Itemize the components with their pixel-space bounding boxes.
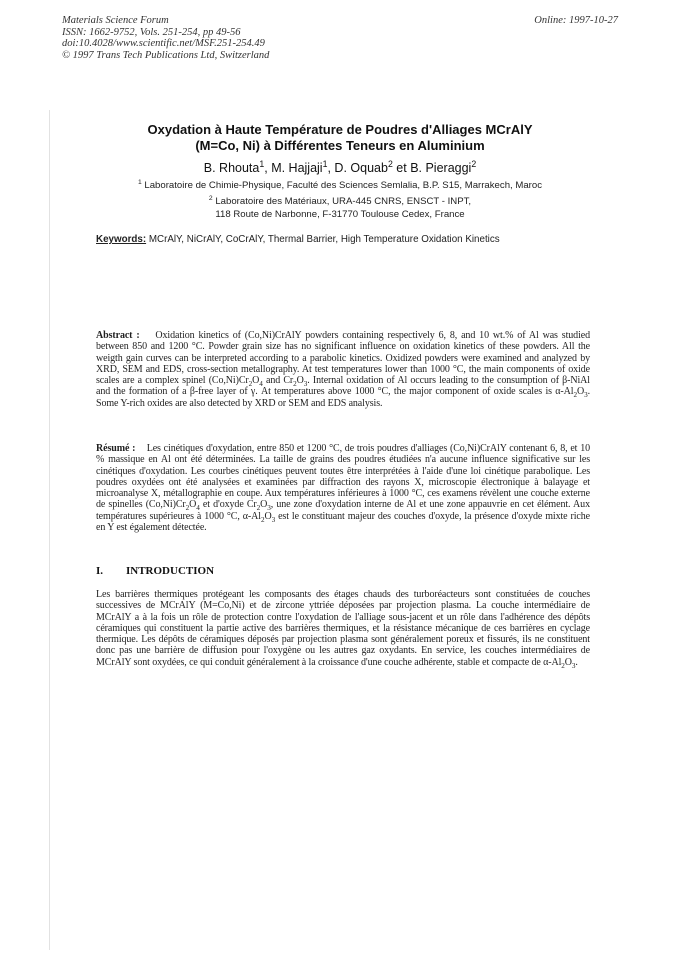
author-name: B. Rhouta	[203, 161, 260, 175]
author-affiliation-marker: 1	[259, 158, 265, 169]
introduction-text: Les barrières thermiques protégeant les composants des étages chauds des turboréacteurs sont constituées de couches successives de MCrAlY (M=Co,Ni) et de zircone yttriée déposées par projection plasma. La couche intermédiaire de MCrAlY a à la fois un rôle de protection contre l'oxydation de l'alliage sous-jacent et un rôle dans l'adhérence des dépôts céramiques qui constituent la partie active des barrières thermiques, et la résistance mécanique de ces barrières en cyclage thermique. Les dépôts de céramiques déposés par projection plasma sont généralement poreux et fissurés, ils ne constituent donc pas une barrière de diffusion pour l'oxygène ou les autres gaz oxydants. En service, les couches intermédiaires de MCrAlY sont oxydées, ce qui conduit généralement à la croissance d'une couche adhérente, stable et compacte de $\alpha-Al_2O_3$.	[96, 589, 590, 670]
section-title: INTRODUCTION	[126, 565, 215, 577]
author-name: D. Oquab	[334, 161, 388, 175]
abstract-text: Oxidation kinetics of (Co,Ni)CrAlY powders containing respectively 6, 8, and 10 wt.% of Al was studied between 850 and 1200 °C. Powder grain size has no significant influence on oxidation kinetics of these powders. All the weigth gain curves can be interpreted according to a parabolic kinetics. Oxidized powders were examined and analyzed by XRD, SEM and EDS, cross-section metallography. At test temperatures lower than 1000 °C, the main components of oxide scales are a complex spinel $(Co,Ni)Cr_2O_4$ and $Cr_2O_3$. Internal oxidation of Al occurs leading to the consumption of β-NiAl and the formation of a β-free layer of γ. At temperatures above 1000 °C, the major component of oxide scales is $\alpha-Al_2O_3$. Some Y-rich oxides are also detected by XRD or SEM and EDS analysis.	[96, 330, 590, 409]
affiliation-2-line-1: Laboratoire des Matériaux, URA-445 CNRS, ENSCT - INPT,	[215, 196, 472, 207]
affiliation-1-marker: 1	[137, 178, 142, 186]
author-affiliation-marker: 2	[387, 158, 393, 169]
author-separator: ,	[327, 161, 335, 175]
paper-title	[62, 122, 618, 154]
copyright-line: © 1997 Trans Tech Publications Ltd, Switzerland	[62, 49, 270, 61]
keywords-text: MCrAlY, NiCrAlY, CoCrAlY, Thermal Barrier, High Temperature Oxidation Kinetics	[148, 234, 500, 245]
affiliation-2	[62, 196, 618, 221]
author-affiliation-marker: 2	[471, 158, 477, 169]
introduction-paragraph	[96, 589, 590, 668]
journal-name: Materials Science Forum	[62, 15, 169, 26]
resume-paragraph	[96, 443, 590, 533]
affiliation-2-line-2: 118 Route de Narbonne, F-31770 Toulouse Cedex, France	[215, 208, 465, 220]
abstract-label: Abstract :	[96, 330, 140, 341]
keywords	[96, 234, 500, 245]
affiliation-1-text: Laboratoire de Chimie-Physique, Faculté des Sciences Semlalia, B.P. S15, Marrakech, Maroc	[144, 180, 543, 191]
resume-label: Résumé :	[96, 443, 136, 454]
author-list	[62, 158, 618, 175]
author-separator: ,	[264, 161, 272, 175]
section-number: I.	[96, 565, 104, 577]
affiliation-1	[62, 180, 618, 193]
journal-header	[62, 15, 269, 61]
online-date: Online: 1997-10-27	[534, 15, 618, 26]
author-name: B. Pieraggi	[410, 161, 472, 175]
resume-text: Les cinétiques d'oxydation, entre 850 et 1200 °C, de trois poudres d'alliages (Co,Ni)CrAlY contenant 6, 8, et 10 % massique en Al ont été déterminées. La taille de grains des poudres étudiées n'a aucune influence significative sur les cinétiques d'oxydation. Les courbes cinétiques peuvent toutes être interprétées à l'aide d'une loi cinétique parabolique. Les poudres oxydées ont été analysées et examinées par diffraction des rayons X, microscopie électronique à balayage et microanalyse X, métallographie en coupe. Aux températures inférieures à 1000 °C, ces examens révèlent une couche externe de spinelles $(Co,Ni)Cr_2O_4$ et d'oxyde $Cr_2O_3$, une zone d'oxydation interne de Al et une zone appauvrie en cet élément. Aux températures supérieures à 1000 °C, $\alpha-Al_2O_3$ est le constituant majeur des couches d'oxyde, la présence d'oxyde mixte riche en Y est également détectée.	[96, 443, 590, 534]
affiliation-2-marker: 2	[208, 194, 213, 202]
author-separator: et	[392, 161, 411, 175]
title-line-1: Oxydation à Haute Température de Poudres d'Alliages MCrAlY	[147, 122, 533, 137]
issn-line: ISSN: 1662-9752, Vols. 251-254, pp 49-56	[62, 26, 241, 38]
doi-link[interactable]: doi:10.4028/www.scientific.net/MSF.251-254.49	[62, 38, 265, 50]
section-heading-introduction	[96, 565, 214, 577]
abstract-paragraph	[96, 330, 590, 409]
title-line-2: (M=Co, Ni) à Différentes Teneurs en Aluminium	[195, 138, 485, 153]
keywords-label: Keywords:	[96, 234, 147, 245]
scan-margin-line	[49, 110, 50, 950]
author-affiliation-marker: 1	[322, 158, 328, 169]
author-name: M. Hajjaji	[271, 161, 323, 175]
